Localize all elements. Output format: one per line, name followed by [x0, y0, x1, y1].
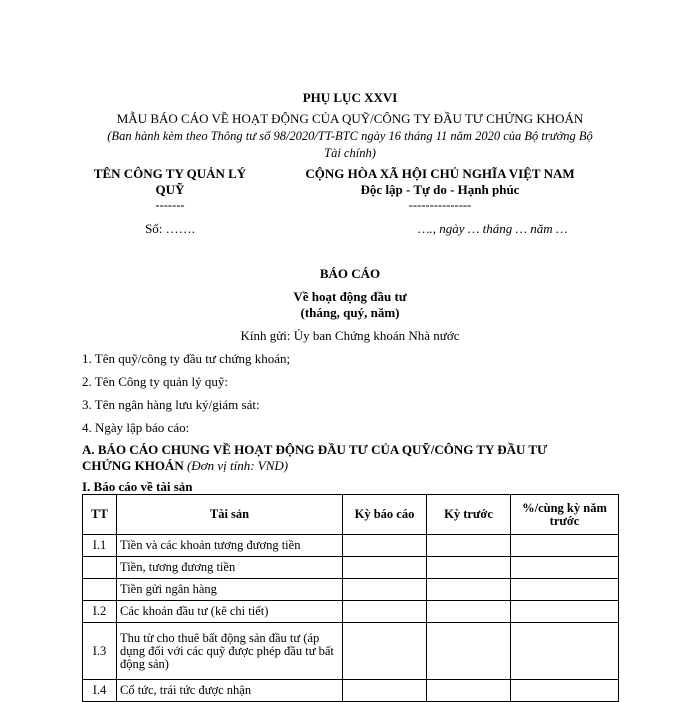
row-asset: Tiền gửi ngân hàng: [117, 579, 343, 601]
company-name-line1: TÊN CÔNG TY QUẢN LÝ: [93, 166, 247, 181]
row-previous-value: [427, 557, 511, 579]
row-tt: I.3: [83, 623, 117, 680]
report-date: …., ngày … tháng … năm …: [418, 221, 568, 236]
row-previous-value: [427, 535, 511, 557]
row-tt: I.4: [83, 680, 117, 702]
table-row: [83, 680, 619, 702]
row-yoy-value: [511, 535, 619, 557]
table-row: [83, 601, 619, 623]
issued-note-line2: Tài chính): [324, 146, 376, 160]
report-subtitle: Về hoạt động đầu tư: [293, 289, 407, 304]
row-yoy-value: [511, 579, 619, 601]
row-previous-value: [427, 601, 511, 623]
row-asset: Cổ tức, trái tức được nhận: [117, 680, 343, 702]
field-custodian-bank: 3. Tên ngân hàng lưu ký/giám sát:: [82, 397, 260, 412]
row-tt: [83, 557, 117, 579]
row-report-value: [343, 680, 427, 702]
field-management-company: 2. Tên Công ty quản lý quỹ:: [82, 374, 229, 389]
form-title: MẪU BÁO CÁO VỀ HOẠT ĐỘNG CỦA QUỸ/CÔNG TY ĐẦU TƯ CHỨNG KHOÁN: [116, 111, 584, 126]
section-a-heading-line2: [82, 458, 288, 474]
row-previous-value: [427, 579, 511, 601]
col-header-tt: TT: [83, 495, 117, 535]
row-report-value: [343, 601, 427, 623]
company-name-line2: QUỸ: [155, 182, 185, 197]
row-report-value: [343, 535, 427, 557]
row-asset: Tiền, tương đương tiền: [117, 557, 343, 579]
row-report-value: [343, 623, 427, 680]
section-i-heading: I. Báo cáo về tài sản: [82, 479, 193, 494]
report-recipient: Kính gửi: Ủy ban Chứng khoán Nhà nước: [240, 328, 460, 343]
table-row: [83, 557, 619, 579]
row-asset: Thu từ cho thuê bất động sản đầu tư (áp dụng đối với các quỹ được phép đầu tư bất động sản): [117, 623, 343, 680]
row-tt: I.2: [83, 601, 117, 623]
row-asset: Các khoản đầu tư (kê chi tiết): [117, 601, 343, 623]
section-a-heading-text: CHỨNG KHOÁN: [82, 458, 184, 473]
row-report-value: [343, 579, 427, 601]
row-yoy-value: [511, 623, 619, 680]
table-row: [83, 535, 619, 557]
motto-dashes: ---------------: [408, 198, 472, 212]
row-report-value: [343, 557, 427, 579]
row-previous-value: [427, 680, 511, 702]
report-period: (tháng, quý, năm): [300, 305, 400, 320]
col-header-yoy-percent: %/cùng kỳ năm trước: [511, 495, 619, 535]
table-row: [83, 623, 619, 680]
section-a-unit: (Đơn vị tính: VND): [183, 458, 289, 473]
nation-heading: CỘNG HÒA XÃ HỘI CHỦ NGHĨA VIỆT NAM: [305, 166, 575, 181]
row-asset: Tiền và các khoản tương đương tiền: [117, 535, 343, 557]
col-header-asset: Tài sản: [117, 495, 343, 535]
row-yoy-value: [511, 601, 619, 623]
row-previous-value: [427, 623, 511, 680]
col-header-report-period: Kỳ báo cáo: [343, 495, 427, 535]
field-fund-name: 1. Tên quỹ/công ty đầu tư chứng khoán;: [82, 351, 291, 366]
field-report-date: 4. Ngày lập báo cáo:: [82, 420, 190, 435]
company-dashes: -------: [155, 198, 185, 212]
document-number: Số: …….: [145, 221, 195, 236]
row-yoy-value: [511, 680, 619, 702]
issued-note-line1: (Ban hành kèm theo Thông tư số 98/2020/TT-BTC ngày 16 tháng 11 năm 2020 của Bộ trưởng Bộ: [107, 129, 593, 143]
report-title: BÁO CÁO: [319, 266, 381, 281]
row-yoy-value: [511, 557, 619, 579]
section-a-heading-line1: A. BÁO CÁO CHUNG VỀ HOẠT ĐỘNG ĐẦU TƯ CỦA QUỸ/CÔNG TY ĐẦU TƯ: [82, 442, 548, 457]
row-tt: I.1: [83, 535, 117, 557]
asset-report-table: [82, 494, 619, 702]
motto: Độc lập - Tự do - Hạnh phúc: [360, 182, 520, 197]
col-header-previous-period: Kỳ trước: [427, 495, 511, 535]
table-row: [83, 579, 619, 601]
table-header-row: [83, 495, 619, 535]
row-tt: [83, 579, 117, 601]
appendix-heading: PHỤ LỤC XXVI: [302, 90, 398, 105]
